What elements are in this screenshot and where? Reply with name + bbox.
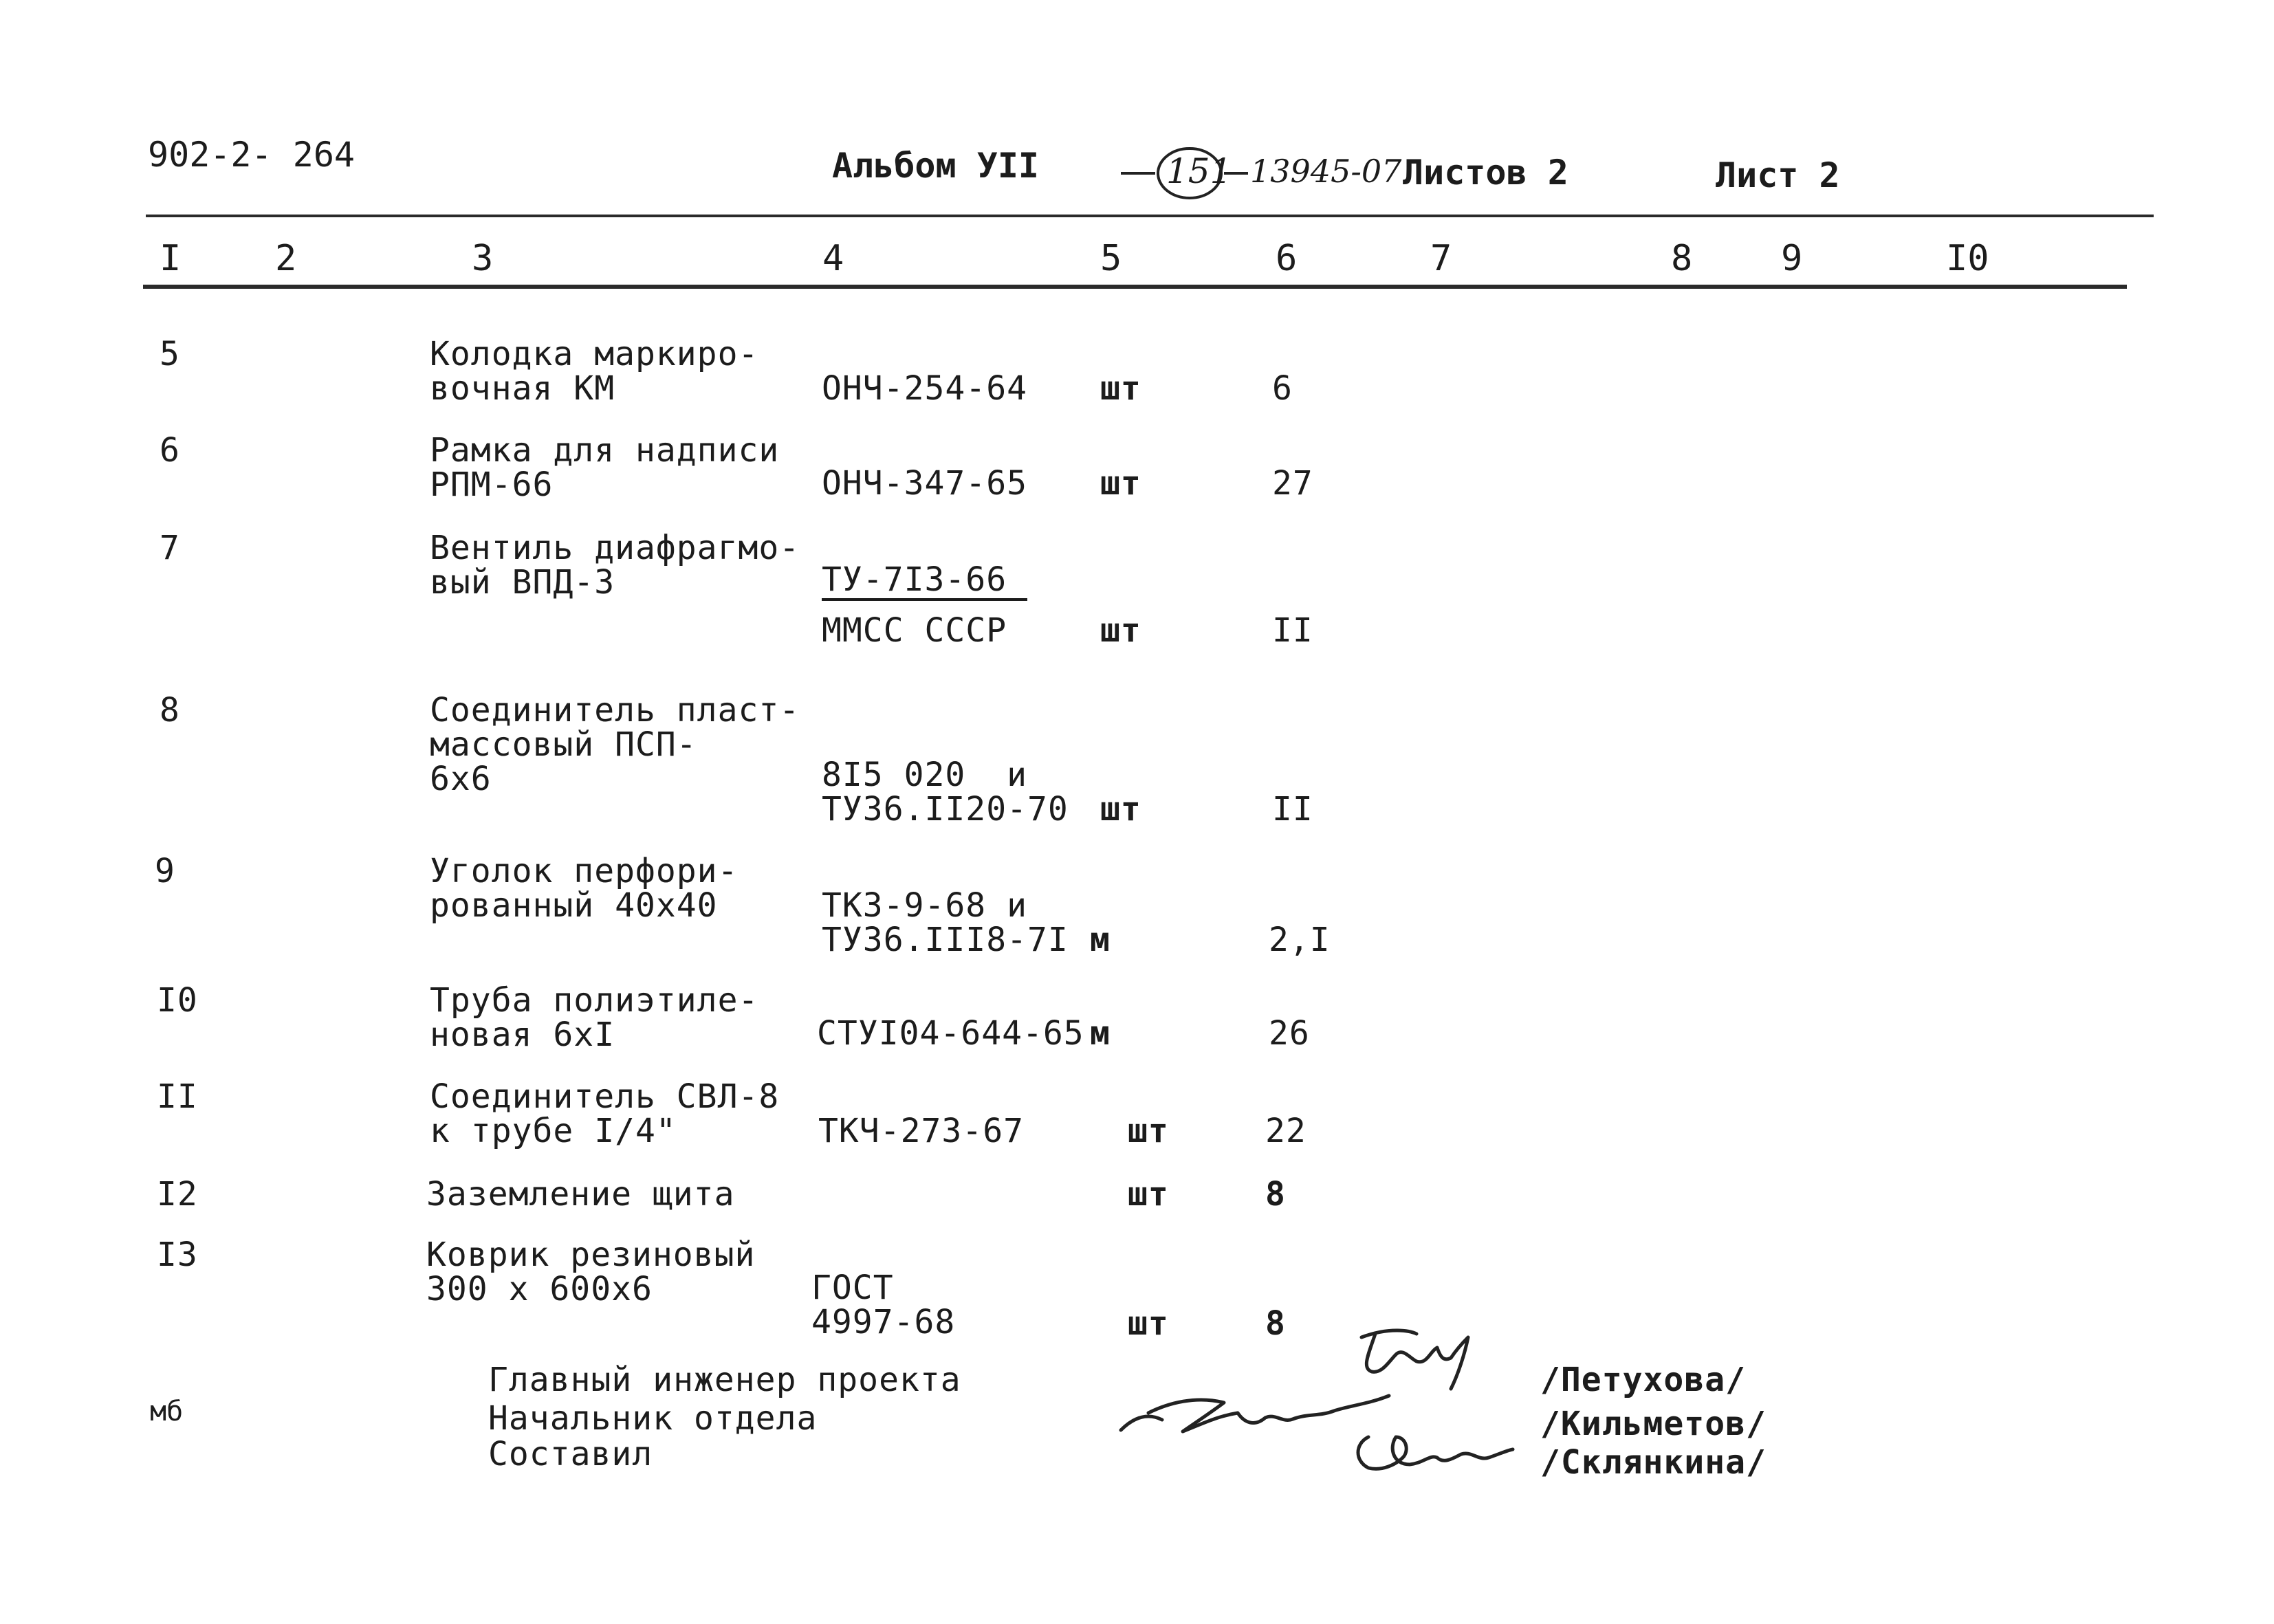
sheet-label: Лист 2 <box>1716 155 1840 195</box>
document-code: 902-2- 264 <box>148 135 356 175</box>
item-unit: шт <box>1100 790 1141 829</box>
column-number: 6 <box>1276 238 1298 279</box>
signatory-name: /Склянкина/ <box>1540 1443 1767 1482</box>
sheets-total: Листов 2 <box>1403 153 1568 193</box>
item-name: Вентиль диафрагмо- вый ВПД-3 <box>430 529 800 602</box>
item-unit: шт <box>1100 369 1141 408</box>
column-number: 7 <box>1430 238 1452 279</box>
item-name: Соединитель пласт- массовый ПСП- 6х6 <box>430 691 800 798</box>
item-unit: м <box>1090 1014 1111 1053</box>
header-top-rule <box>146 215 2154 217</box>
item-name: Заземление щита <box>426 1175 735 1214</box>
album-label: Альбом УІІ <box>832 146 1040 186</box>
item-quantity: II <box>1272 790 1313 829</box>
role-chief-engineer: Главный инженер проекта <box>488 1361 961 1399</box>
item-document: ММСС СССР <box>822 611 1007 650</box>
column-number: 8 <box>1671 238 1693 279</box>
column-number: 3 <box>472 238 494 279</box>
item-document: ТК3-9-68 и ТУ36.III8-7I <box>822 886 1069 959</box>
item-unit: шт <box>1128 1112 1169 1150</box>
page-number: 151 <box>1166 151 1232 191</box>
item-unit: шт <box>1128 1175 1169 1214</box>
column-number: 9 <box>1781 238 1803 279</box>
row-number: I0 <box>157 981 198 1020</box>
item-quantity: 26 <box>1269 1014 1310 1053</box>
item-quantity: 8 <box>1265 1304 1286 1343</box>
item-name: Рамка для надписи РПМ-66 <box>430 431 780 504</box>
item-quantity: II <box>1272 611 1313 650</box>
item-document: ОНЧ-254-64 <box>822 369 1027 408</box>
item-document: ТКЧ-273-67 <box>818 1112 1024 1150</box>
item-quantity: 6 <box>1272 369 1293 408</box>
row-number: I3 <box>157 1236 198 1274</box>
column-number: I <box>160 238 182 279</box>
item-quantity: 8 <box>1265 1175 1286 1214</box>
item-unit: шт <box>1128 1304 1169 1343</box>
item-quantity: 2,I <box>1269 921 1331 959</box>
item-name: Коврик резиновый 300 х 600х6 <box>426 1236 756 1308</box>
item-document: 8I5 020 и ТУ36.II20-70 <box>822 756 1069 829</box>
row-number: II <box>157 1077 198 1116</box>
row-number: 8 <box>160 691 180 729</box>
role-compiled-by: Составил <box>488 1435 653 1473</box>
role-department-head: Начальник отдела <box>488 1399 818 1438</box>
item-document-top: ТУ-7I3-66 <box>822 562 1027 601</box>
column-number: 5 <box>1100 238 1122 279</box>
signature-compiled-by <box>1341 1416 1520 1485</box>
item-unit: м <box>1090 921 1111 959</box>
item-document: СТУI04-644-65 <box>817 1014 1084 1053</box>
item-document: ГОСТ 4997-68 <box>811 1269 956 1341</box>
signatory-name: /Петухова/ <box>1540 1361 1746 1399</box>
signatory-name: /Кильметов/ <box>1540 1405 1767 1443</box>
item-name: Соединитель СВЛ-8 к трубе I/4" <box>430 1077 780 1150</box>
item-unit: шт <box>1100 464 1141 503</box>
item-document: ОНЧ-347-65 <box>822 464 1027 503</box>
row-number: 6 <box>160 431 180 470</box>
header-bottom-rule <box>143 285 2127 289</box>
row-number: I2 <box>157 1175 198 1214</box>
row-number: 5 <box>160 335 180 373</box>
item-name: Колодка маркиро- вочная КМ <box>430 335 759 408</box>
column-number: 2 <box>275 238 297 279</box>
item-name: Уголок перфори- рованный 40х40 <box>430 852 739 925</box>
column-number: 4 <box>822 238 844 279</box>
column-number: I0 <box>1946 238 1989 279</box>
order-number: 13945-07 <box>1250 153 1402 190</box>
row-number: 7 <box>160 529 180 567</box>
margin-mark: мб <box>150 1396 184 1427</box>
item-quantity: 22 <box>1265 1112 1307 1150</box>
item-quantity: 27 <box>1272 464 1313 503</box>
row-number: 9 <box>155 852 175 890</box>
item-name: Труба полиэтиле- новая 6хI <box>430 981 759 1054</box>
item-unit: шт <box>1100 611 1141 650</box>
